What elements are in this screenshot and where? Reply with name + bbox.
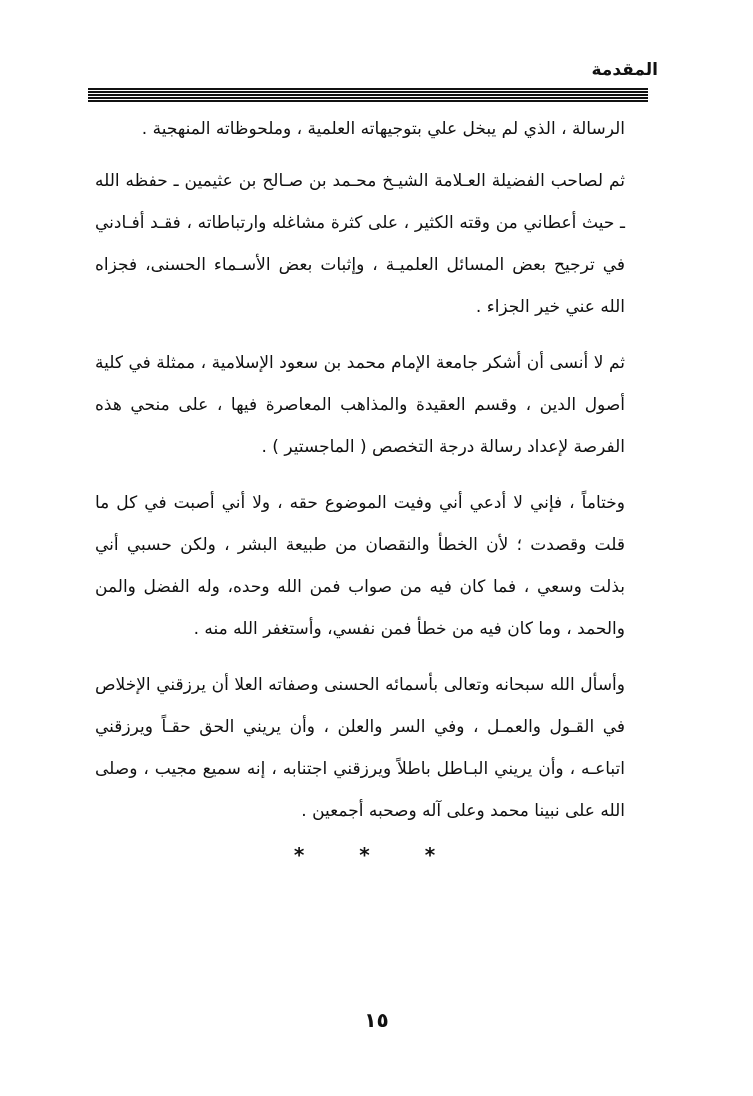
paragraph-thanks-university: ثم لا أنسى أن أشكر جامعة الإمام محمد بن سعود الإسلامية ، ممثلة في كلية أصول الدين ، وقسم العقيدة والمذاهب المعاصرة فيها ، على منحي هذه الفرصة لإعداد رسالة درجة التخصص ( الماجستير ) . (95, 353, 625, 457)
header-rule (88, 88, 648, 102)
section-ornament: * * * (293, 843, 460, 867)
running-header-title: المقدمة (591, 60, 658, 80)
paragraph-continuation: الرسالة ، الذي لم يبخل علي بتوجيهاته العلمية ، وملحوظاته المنهجية . (141, 119, 625, 139)
page-number: ١٥ (364, 1008, 389, 1032)
paragraph-conclusion: وختاماً ، فإني لا أدعي أني وفيت الموضوع حقه ، ولا أني أصبت في كل ما قلت وقصدت ؛ لأن الخطأ والنقصان من طبيعة البشر ، ولكن حسبي أني بذلت وسعي ، فما كان فيه من صواب فمن الله وحده، وله الفضل والمن والحمد ، وما كان فيه من خطأ فمن نفسي، وأستغفر الله منه . (95, 493, 625, 639)
body-text (95, 108, 625, 846)
paragraph-supplication: وأسأل الله سبحانه وتعالى بأسمائه الحسنى وصفاته العلا أن يرزقني الإخلاص في القـول والعمـل ، وفي السر والعلن ، وأن يريني الحق حقـاً ويرزقني اتباعـه ، وأن يريني البـاطل باطلاً ويرزقني اجتنابه ، إنه سميع مجيب ، وصلى الله على نبينا محمد وعلى آله وصحبه أجمعين . (95, 675, 625, 821)
paragraph-thanks-sheikh: ثم لصاحب الفضيلة العـلامة الشيـخ محـمد بن صـالح بن عثيمين ـ حفظه الله ـ حيث أعطاني من وقته الكثير ، على كثرة مشاغله وارتباطاته ، فقـد أفـادني في ترجيح بعض المسائل العلميـة ، وإثبات بعض الأسـماء الحسنى، فجزاه الله عني خير الجزاء . (95, 171, 625, 317)
